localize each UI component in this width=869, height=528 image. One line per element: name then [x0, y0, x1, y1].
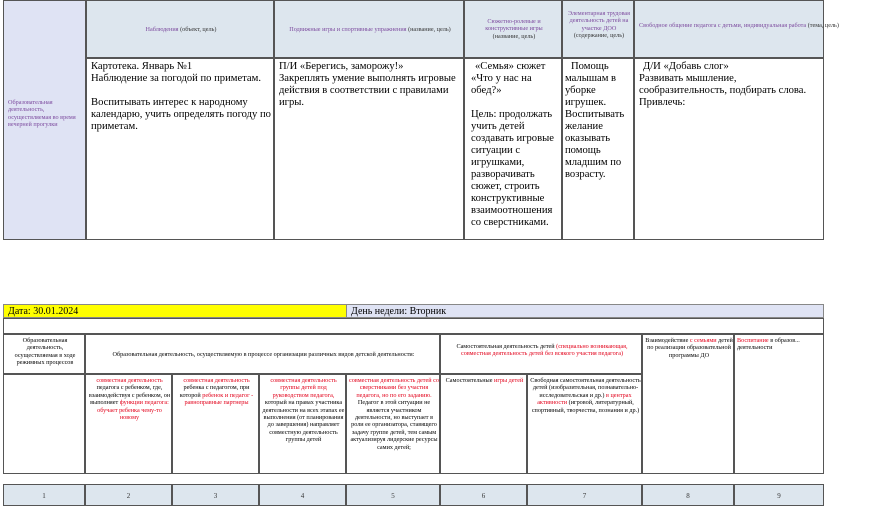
sub3-red2: ребенок и педагог - равноправные партнеры	[184, 391, 254, 407]
sub2-red: совместная деятельность	[96, 377, 163, 384]
group1-header-text: Образовательная деятельность, осуществляемую в процессе организации различных видов детской деятельности:	[112, 351, 415, 358]
outdoor-game-goal: Закреплять умение выполнять игровые действия в соответствии с правилами игры.	[279, 73, 456, 108]
regime-sub-cell	[3, 374, 85, 474]
header-outdoor-games	[274, 0, 464, 58]
sub3-text: ребенка с педагогом, при которой	[179, 384, 250, 399]
header-labor-sub: (содержание, цель)	[573, 32, 625, 40]
sub2-red2: функции педагога: обучает ребенка чему-то новому	[97, 399, 169, 422]
side-label: Образовательная деятельность, осуществляемая во время вечерней прогулки	[8, 99, 76, 129]
sub6-text: Самостоятельные	[445, 377, 493, 384]
col-number-9: 9	[734, 484, 824, 506]
header-labor-title: Элементарная трудовая деятельность детей на участке ДОО	[567, 10, 631, 32]
header-free-talk-sub: (тема, цель)	[807, 22, 839, 29]
labor-text: Помощь малышам в уборке игрушек. Воспитывать желание оказывать помощь младшим по возрасту.	[565, 61, 625, 180]
weekday-value: Вторник	[409, 306, 447, 317]
free-talk-cell	[634, 58, 824, 240]
sub-col-5	[346, 374, 440, 474]
sub-col-7	[527, 374, 642, 474]
sub-col-6	[440, 374, 527, 474]
regime-header	[3, 334, 85, 374]
header-role-games	[464, 0, 562, 58]
outdoor-game-title: П/И «Берегись, заморожу!»	[279, 61, 404, 72]
family-title: Взаимодействие	[645, 337, 689, 344]
col-number-5: 5	[346, 484, 440, 506]
regime-header-text: Образовательная деятельность, осуществляемая в ходе режимных процессов	[14, 337, 76, 367]
sub4-red: совместная деятельность группы детей под руководством педагога,	[270, 377, 337, 399]
sub-col-2	[85, 374, 172, 474]
sub5-text: Педагог в этой ситуации не является участником деятельности, но выступает в роли ее организатора, ставящего задачу группе детей, тем самым актуализируя лидерские ресурсы самих детей;	[350, 399, 438, 451]
group1-header	[85, 334, 440, 374]
header-observations-sub: (объект, цель)	[180, 26, 217, 33]
group2-header	[440, 334, 642, 374]
upbringing-sub: в образов... деятельности	[737, 337, 800, 352]
header-free-talk-title: Свободное общение педагога с детьми, индивидуальная работа	[639, 22, 807, 29]
col-number-1: 1	[3, 484, 85, 506]
observation-card: Картотека. Январь №1	[91, 61, 193, 72]
observation-cell	[86, 58, 274, 240]
sub5-red: совместная деятельность детей со сверстниками без участия педагога, но по его заданию.	[349, 377, 439, 399]
col-number-3: 3	[172, 484, 259, 506]
family-highlight: с семьями	[689, 337, 717, 344]
weekday-bar	[347, 304, 824, 318]
family-header	[642, 334, 734, 474]
header-observations-title: Наблюдения	[145, 26, 179, 33]
group2-sub: (специально возникающая, совместная деятельность детей без всякого участия педагога)	[460, 343, 628, 358]
header-free-talk	[634, 0, 839, 58]
observation-topic: Наблюдение за погодой по приметам.	[91, 73, 261, 84]
sub7-red: в центрах активности	[537, 391, 632, 407]
labor-cell	[562, 58, 634, 240]
sub2-text: педагога с ребенком, где, взаимодействуя с ребенком, он выполняет	[88, 384, 171, 407]
header-outdoor-games-title: Подвижные игры и спортивные упражнения	[289, 26, 407, 33]
sub4-text: который на правах участника деятельности на всех этапах ее выполнения (от планирования до завершения) направляет совместную деятельность группы детей	[262, 399, 345, 444]
observation-goal: Воспитывать интерес к народному календарю, учить определять погоду по приметам.	[91, 97, 271, 132]
header-outdoor-games-sub: (название, цель)	[408, 26, 451, 33]
date-label: Дата: 30.01.2024	[8, 306, 79, 317]
col-number-2: 2	[85, 484, 172, 506]
sub7-text2: (игровой, литературный, спортивный, творчества, познания и др.)	[531, 399, 640, 414]
upbringing-header	[734, 334, 824, 474]
spacer-row	[3, 318, 824, 334]
col-number-4: 4	[259, 484, 346, 506]
header-observations	[86, 0, 274, 58]
date-bar	[3, 304, 347, 318]
upbringing-title: Воспитание	[737, 337, 769, 344]
role-game-title: «Семья» сюжет «Что у нас на обед?»	[471, 61, 546, 96]
free-talk-goal: Развивать мышление, сообразительность, подбирать слова.	[639, 73, 807, 96]
weekday-label: День недели:	[351, 306, 408, 317]
header-labor	[562, 0, 634, 58]
role-game-goal: Цель: продолжать учить детей создавать игровые ситуации с игрушками, разворачивать сюжет, строить конструктивные взаимоотношения со сверстниками.	[471, 109, 554, 228]
sub-col-3	[172, 374, 259, 474]
header-role-games-title: Сюжетно-ролевые и конструктивные игры	[485, 18, 543, 33]
evening-walk-side-cell	[3, 0, 86, 240]
outdoor-game-cell	[274, 58, 464, 240]
family-sub: детей по реализации образовательной программы ДО	[647, 337, 733, 359]
header-role-games-sub: (название, цель)	[492, 32, 536, 40]
sub7-text: Свободная самостоятельная деятельность детей (изобразительная, познавательно-исследовательская и др.)	[530, 377, 641, 399]
free-talk-involve: Привлечь:	[639, 97, 686, 108]
sub-col-4	[259, 374, 346, 474]
col-number-7: 7	[527, 484, 642, 506]
free-talk-title: Д/И «Добавь слог»	[643, 61, 729, 72]
col-number-8: 8	[642, 484, 734, 506]
col-number-6: 6	[440, 484, 527, 506]
group2-title: Самостоятельная деятельность детей	[456, 343, 555, 350]
sub3-red: совместная деятельность	[183, 377, 250, 384]
sub6-red: игры детей	[494, 377, 524, 384]
role-game-cell	[464, 58, 562, 240]
